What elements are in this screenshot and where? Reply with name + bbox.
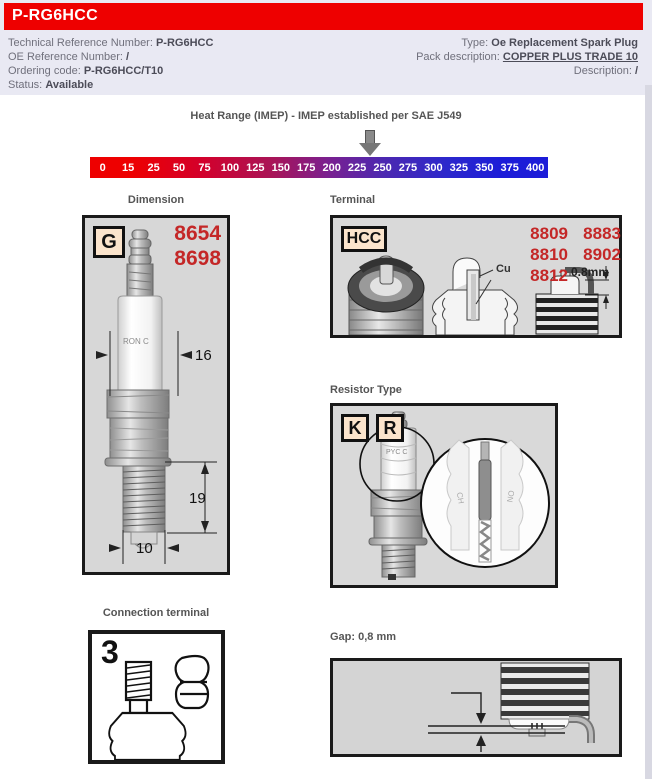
resistor-type-box [330,403,558,588]
heat-tick: 200 [322,161,341,174]
heat-tick: 50 [172,161,186,174]
heat-tick: 250 [373,161,392,174]
heat-range-title: Heat Range (IMEP) - IMEP established per SAE J549 [190,110,462,122]
heat-tick: 225 [347,161,367,174]
heat-tick: 175 [297,161,316,174]
thread-length-value: 19 [189,490,206,507]
dimension-title: Dimension [127,194,185,206]
terminal-gap-value: 0.8mm [571,265,610,279]
heat-tick: 275 [398,161,418,174]
info-row: Type: Oe Replacement Spark Plug [461,37,638,49]
terminal-codes-col1: 8809 8810 8812 [530,224,568,285]
heat-tick: 125 [246,161,265,174]
heat-tick: 25 [147,161,160,174]
pack-description-link[interactable]: COPPER PLUS TRADE 10 [502,51,638,63]
svg-text:CH: CH [454,491,466,505]
dimension-box [82,215,230,575]
shape-badge: G [93,226,125,258]
heat-tick: 375 [500,161,519,174]
thread-diameter-value: 10 [136,540,153,557]
page-title: P-RG6HCC [12,7,98,24]
svg-text:RON C: RON C [123,337,149,346]
connection-terminal-box [88,630,225,764]
type-value: Oe Replacement Spark Plug [491,37,638,49]
heat-tick: 400 [525,161,545,174]
oe-ref-value: / [126,51,130,63]
info-row: Technical Reference Number: P-RG6HCC [8,37,214,49]
heat-tick: 0 [99,161,106,174]
gap-box [330,658,622,757]
resistor-badge-r: R [376,414,404,442]
description-value: / [634,65,638,77]
gap-title: Gap: 0,8 mm [330,631,397,643]
page-header [4,3,643,30]
connection-terminal-title: Connection terminal [102,607,210,619]
info-row: Ordering code: P-RG6HCC/T10 [8,65,164,77]
heat-tick: 150 [271,161,290,174]
info-row: OE Reference Number: / [8,51,130,63]
copper-core-label: Cu [496,263,511,275]
scrollbar-track[interactable] [645,85,652,779]
svg-text:ON: ON [504,489,516,504]
connection-type-number: 3 [101,634,119,670]
tech-ref-value: P-RG6HCC [155,37,214,49]
info-row: Description: / [573,65,638,77]
info-row: Pack description: COPPER PLUS TRADE 10 [416,51,638,63]
spark-plug-dimension-drawing [85,218,227,572]
resistor-type-title: Resistor Type [330,384,402,396]
heat-tick: 325 [449,161,469,174]
gap-measurement-drawing [333,661,619,754]
heat-tick: 15 [122,161,135,174]
info-banner [0,0,652,95]
heat-tick: 350 [475,161,494,174]
terminal-codes-col2: 8883 8902 [583,224,621,264]
info-right-column [416,36,638,78]
info-left-column [8,36,213,92]
heat-range-pointer-icon [359,130,381,156]
heat-tick: 300 [424,161,443,174]
terminal-box [330,215,622,338]
resistor-badge-k: K [341,414,369,442]
status-value: Available [45,79,94,91]
ordering-code-value: P-RG6HCC/T10 [83,65,164,77]
dimension-codes: 8654 8698 [174,222,221,270]
hex-size-value: 16 [195,347,212,364]
svg-text:PYC C: PYC C [386,449,408,456]
terminal-type-badge: HCC [341,226,387,252]
terminal-title: Terminal [330,194,376,206]
heat-range-scale [90,157,548,178]
heat-tick: 100 [220,161,240,174]
info-row: Status: Available [8,79,94,91]
heat-tick: 75 [198,161,211,174]
